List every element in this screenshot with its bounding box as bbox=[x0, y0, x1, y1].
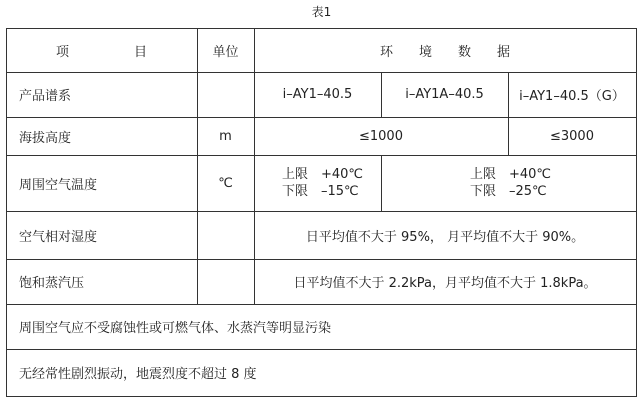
temperature-range-a bbox=[254, 155, 381, 211]
row-unit-series bbox=[197, 72, 254, 117]
header-unit: 单位 bbox=[212, 44, 239, 60]
row-label-vapor: 饱和蒸汽压 bbox=[19, 276, 85, 291]
temperature-a-lower: 下限 –15℃ bbox=[282, 184, 359, 199]
temperature-b-lower: 下限 –25℃ bbox=[470, 184, 547, 199]
row-label-humidity: 空气相对湿度 bbox=[19, 229, 98, 245]
row-unit-vapor bbox=[197, 259, 254, 304]
altitude-value-1: ≤1000 bbox=[359, 128, 403, 144]
row-label-temperature: 周围空气温度 bbox=[19, 177, 98, 193]
header-item: 项 目 bbox=[55, 44, 147, 60]
table-border-bottom bbox=[6, 396, 637, 397]
air-pollution-note: 周围空气应不受腐蚀性或可燃气体、水蒸汽等明显污染 bbox=[19, 321, 332, 336]
vapor-value: 日平均值不大于 2.2kPa，月平均值不大于 1.8kPa。 bbox=[293, 276, 597, 291]
series-value-1: i–AY1–40.5 bbox=[282, 87, 353, 102]
row-unit-humidity bbox=[197, 211, 254, 259]
table-border-right bbox=[636, 28, 637, 397]
temperature-range-b bbox=[381, 155, 636, 211]
series-value-3: i–AY1–40.5（G） bbox=[519, 89, 625, 104]
series-value-2: i–AY1A–40.5 bbox=[405, 87, 484, 102]
table-caption: 表1 bbox=[311, 5, 332, 19]
row-unit-temperature: ℃ bbox=[218, 175, 233, 191]
header-env: 环 境 数 据 bbox=[379, 44, 510, 60]
temperature-b-upper: 上限 +40℃ bbox=[470, 167, 552, 182]
vibration-note: 无经常性剧烈振动，地震烈度不超过 8 度 bbox=[19, 367, 257, 382]
altitude-value-2: ≤3000 bbox=[550, 128, 594, 144]
humidity-value: 日平均值不大于 95%， 月平均值不大于 90%。 bbox=[305, 229, 585, 245]
temperature-a-upper: 上限 +40℃ bbox=[282, 167, 364, 182]
row-unit-altitude: m bbox=[219, 128, 232, 144]
row-label-altitude: 海拔高度 bbox=[19, 130, 72, 146]
row-label-series: 产品谱系 bbox=[19, 89, 72, 104]
